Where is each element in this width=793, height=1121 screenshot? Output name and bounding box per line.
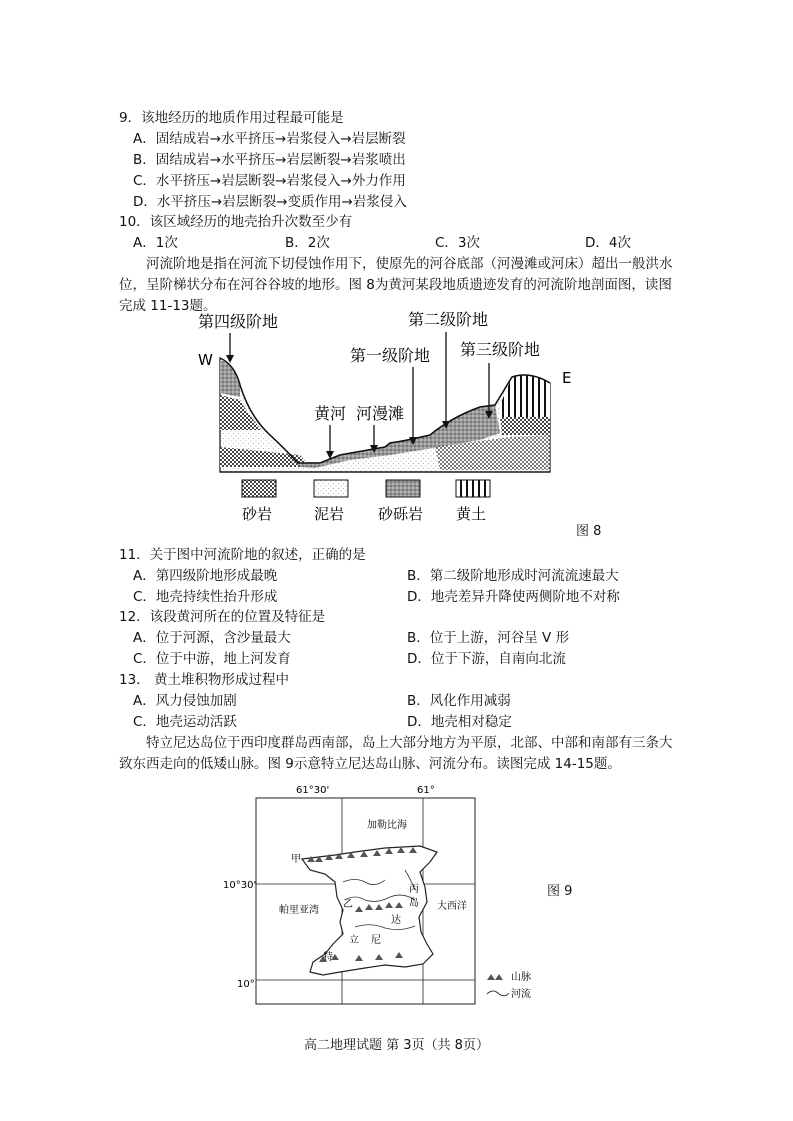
fig9-island-char-te: 特 <box>323 952 333 963</box>
q13-option-d: D．地壳相对稳定 <box>407 714 512 730</box>
intro-paragraph-2: 特立尼达岛位于西印度群岛西南部，岛上大部分地方为平原，北部、中部和南部有三条大致东西走向的低矮山脉。图 9示意特立尼达岛山脉、河流分布。读图完成 14-15题。 <box>119 735 673 772</box>
fig8-west-label: W <box>198 351 213 369</box>
fig8-terrace-2-label: 第二级阶地 <box>408 310 489 329</box>
fig8-legend-conglomerate: 砂砾岩 <box>378 505 424 523</box>
fig9-island-char-dao: 岛 <box>409 898 419 909</box>
fig8-legend-sandstone: 砂岩 <box>242 505 273 523</box>
q11-option-c: C．地壳持续性抬升形成 <box>133 589 278 605</box>
q12-option-d: D．位于下游，自南向北流 <box>407 651 566 667</box>
q9-option-c: C．水平挤压→岩层断裂→岩浆侵入→外力作用 <box>133 173 406 189</box>
fig9-gulf-of-paria: 帕里亚湾 <box>279 905 319 916</box>
q9-stem: 9．该地经历的地质作用过程最可能是 <box>119 110 344 126</box>
fig9-island-char-li: 立 <box>349 935 359 946</box>
q11-option-d: D．地壳差异升降使两侧阶地不对称 <box>407 589 620 605</box>
fig9-lat-10-30: 10°30' <box>223 880 257 891</box>
fig9-label-jia: 甲 <box>291 854 301 865</box>
fig9-island-char-da: 达 <box>391 915 401 926</box>
fig8-terrace-3-label: 第三级阶地 <box>460 340 541 359</box>
q10-stem: 10．该区域经历的地壳抬升次数至少有 <box>119 214 353 230</box>
fig9-atlantic: 大西洋 <box>437 901 467 912</box>
fig9-island-char-ni: 尼 <box>371 935 381 946</box>
fig9-lat-10: 10° <box>237 979 255 990</box>
figure-9-trinidad-map <box>215 782 545 1007</box>
q10-option-a: A．1次 <box>133 235 178 251</box>
q12-option-c: C．位于中游，地上河发育 <box>133 651 291 667</box>
fig9-legend-mountains: 山脉 <box>511 972 531 983</box>
q13-option-b: B．风化作用减弱 <box>407 693 511 709</box>
fig9-label-bing: 丙 <box>409 884 419 895</box>
q11-option-b: B．第二级阶地形成时河流流速最大 <box>407 568 619 584</box>
page-footer: 高二地理试题 第 3页（共 8页） <box>304 1038 489 1053</box>
fig9-lon-61-30: 61°30' <box>296 785 330 796</box>
q13-option-a: A．风力侵蚀加剧 <box>133 693 237 709</box>
intro-paragraph-1: 河流阶地是指在河流下切侵蚀作用下，使原先的河谷底部（河漫滩或河床）超出一般洪水位，呈阶梯状分布在河谷谷坡的地形。图 8为黄河某段地质遗迹发育的河流阶地剖面图，读图完成 11-13题。 <box>119 256 673 314</box>
q13-stem: 13． 黄土堆积物形成过程中 <box>119 672 289 688</box>
fig8-floodplain-label: 河漫滩 <box>356 404 405 423</box>
q10-option-c: C．3次 <box>435 235 481 251</box>
fig8-east-label: E <box>562 369 572 387</box>
fig9-lon-61: 61° <box>417 785 435 796</box>
figure-8-terrace-profile <box>190 305 590 525</box>
q11-stem: 11．关于图中河流阶地的叙述，正确的是 <box>119 547 366 563</box>
fig8-terrace-4-label: 第四级阶地 <box>198 312 279 331</box>
q9-option-a: A．固结成岩→水平挤压→岩浆侵入→岩层断裂 <box>133 131 406 147</box>
fig8-legend-loess: 黄土 <box>456 505 487 523</box>
fig9-label-yi: 乙 <box>343 899 353 910</box>
fig9-caption: 图 9 <box>547 884 573 899</box>
fig8-river-label: 黄河 <box>314 404 347 423</box>
fig9-caribbean-sea: 加勒比海 <box>367 820 407 831</box>
fig8-caption: 图 8 <box>576 524 602 539</box>
q12-option-a: A．位于河源，含沙量最大 <box>133 630 291 646</box>
q12-stem: 12．该段黄河所在的位置及特征是 <box>119 609 326 625</box>
q13-option-c: C．地壳运动活跃 <box>133 714 237 730</box>
fig8-terrace-1-label: 第一级阶地 <box>350 346 431 365</box>
fig8-legend-mudstone: 泥岩 <box>314 505 345 523</box>
fig9-legend-rivers: 河流 <box>511 989 531 1000</box>
q9-option-b: B．固结成岩→水平挤压→岩层断裂→岩浆喷出 <box>133 152 406 168</box>
q10-option-b: B．2次 <box>285 235 330 251</box>
q10-option-d: D．4次 <box>585 235 631 251</box>
q11-option-a: A．第四级阶地形成最晚 <box>133 568 278 584</box>
q12-option-b: B．位于上游，河谷呈 V 形 <box>407 630 570 646</box>
q9-option-d: D．水平挤压→岩层断裂→变质作用→岩浆侵入 <box>133 194 407 210</box>
